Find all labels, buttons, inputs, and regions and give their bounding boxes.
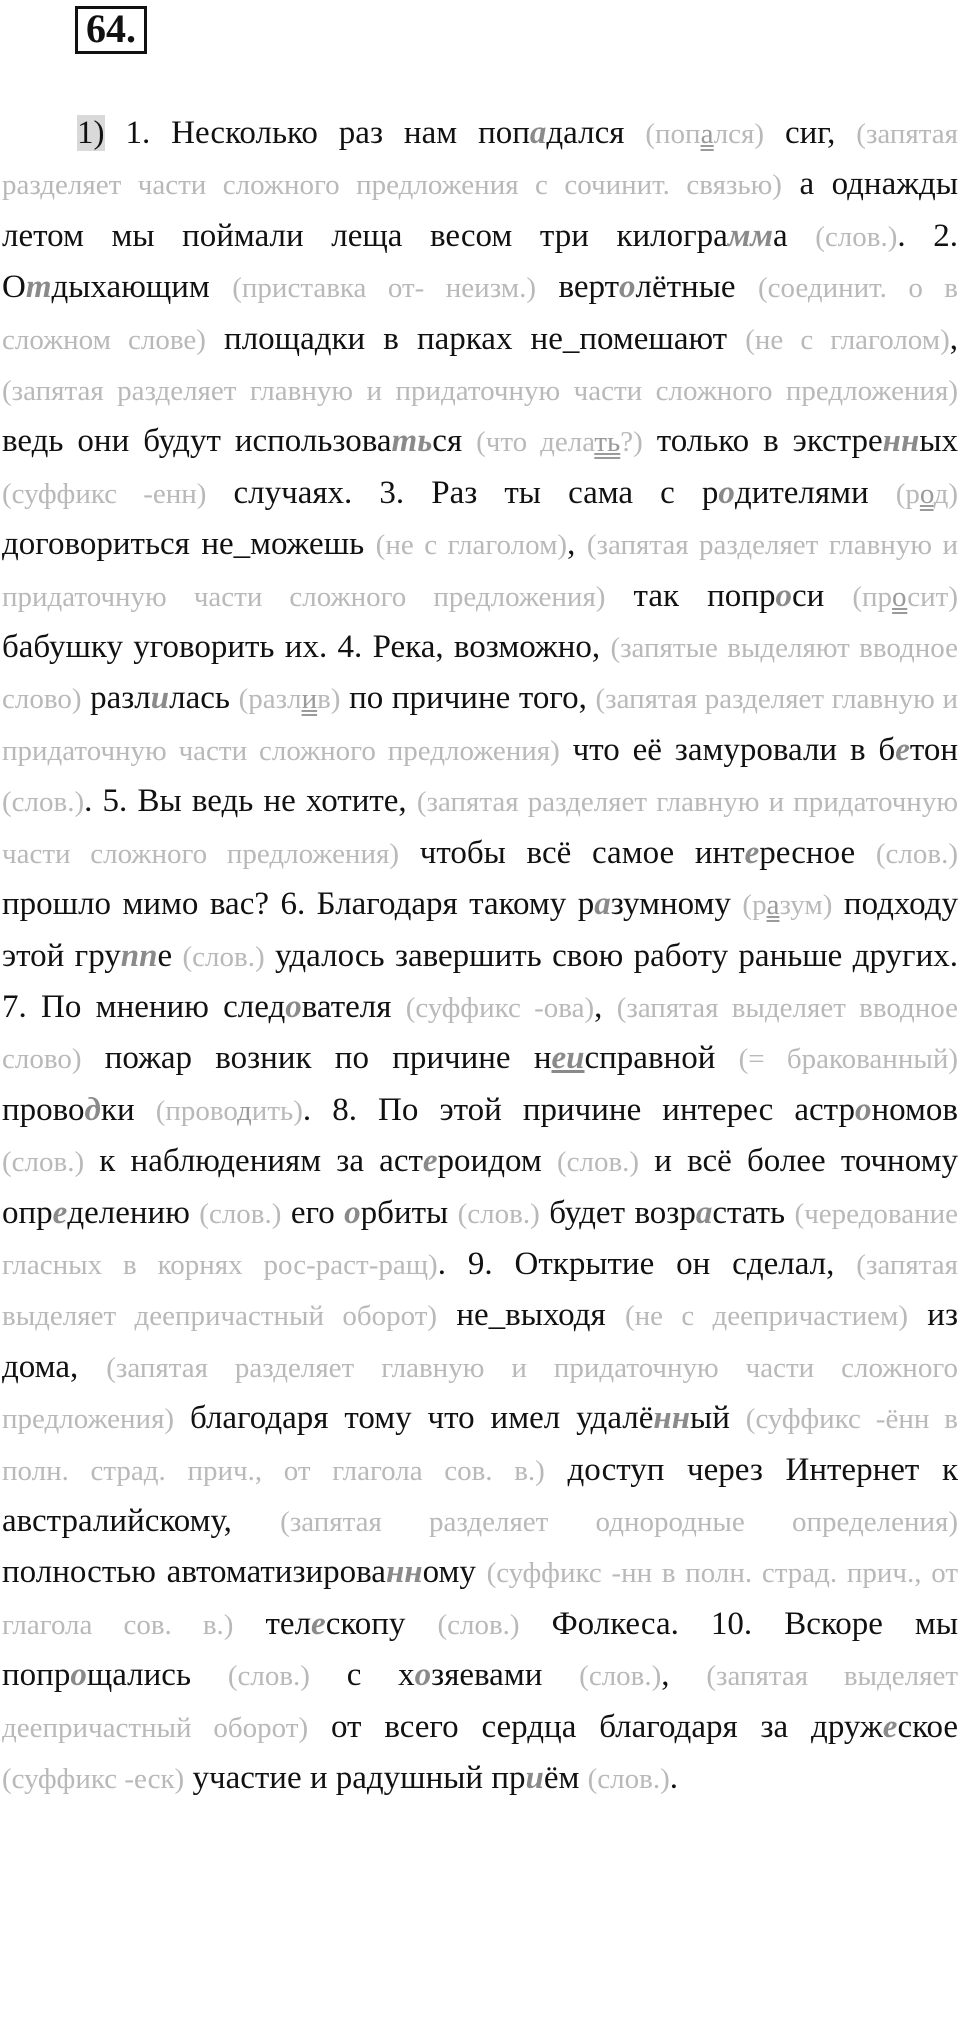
text-segment: сиг, [764, 115, 857, 151]
orthogram: а [695, 1194, 713, 1231]
text-segment: доступ через Интернет к австралийскому, [2, 1451, 958, 1539]
orthogram: нн [882, 423, 920, 460]
note: (попался) [645, 118, 765, 150]
orthogram: нн [653, 1400, 691, 1437]
text-segment: номов [871, 1091, 958, 1128]
note: (приставка от- неизм.) [232, 272, 537, 305]
note: (запятая выделяет деепричастный оборот) [2, 1248, 958, 1333]
note: (слов.) [199, 1197, 282, 1230]
orthogram: ть [391, 423, 433, 460]
text-segment: из дома, [2, 1297, 958, 1385]
orthogram: нн [385, 1554, 423, 1591]
orthogram: е [52, 1194, 68, 1231]
text-segment: не_выходя [437, 1297, 625, 1334]
text-segment: си [791, 577, 853, 614]
note: (не с глаголом) [375, 529, 568, 562]
orthogram: е [422, 1143, 438, 1180]
orthogram: о [855, 1091, 872, 1128]
note: (слов.) [182, 940, 265, 973]
text-segment: будет возр [539, 1194, 696, 1231]
orthogram: е [895, 731, 910, 768]
text-segment: верт [536, 269, 619, 306]
text-segment: стать [712, 1194, 795, 1231]
orthogram: о [344, 1194, 361, 1231]
text-segment: е [157, 937, 183, 974]
note: (суффикс -нн в полн. страд. прич., от глагола сов. в.) [2, 1557, 958, 1641]
text-segment: только в экстре [642, 423, 883, 460]
note: (род) [895, 477, 958, 510]
orthogram: а [594, 886, 611, 923]
note: (слов.) [556, 1146, 640, 1179]
note: (слов.) [579, 1660, 662, 1693]
text-segment: с х [309, 1657, 415, 1694]
note: (слов.) [2, 786, 85, 819]
orthogram: мм [727, 217, 774, 254]
orthogram: д [84, 1091, 101, 1128]
text-segment: прошло мимо вас? 6. Благодаря такому р [2, 886, 595, 923]
note: (слов.) [587, 1763, 670, 1795]
text-segment: рбиты [360, 1194, 458, 1231]
text-segment: благодаря тому что имел удалё [174, 1400, 654, 1437]
text-segment: дался [546, 115, 646, 151]
note: (не с деепричастием) [625, 1300, 908, 1333]
orthogram: е [311, 1605, 326, 1642]
text-segment: вателя [301, 988, 406, 1025]
note: (запятая разделяет главную и придаточную части сложного предложения) [2, 1351, 959, 1436]
text-segment: лётные [635, 269, 758, 306]
text-segment: дителями [734, 474, 896, 511]
note: (слов.) [875, 837, 958, 870]
note: (запятая разделяет главную и придаточную части сложного предложения) [2, 683, 958, 767]
text-segment: разл [81, 680, 151, 717]
note: (проводить) [155, 1094, 303, 1127]
orthogram: пп [120, 937, 158, 974]
text-segment: ём [543, 1760, 588, 1796]
note: (разум) [742, 889, 833, 922]
text-segment: скопу [325, 1605, 438, 1642]
text-segment: . 9. Открытие он сделал, [437, 1245, 857, 1282]
text-segment: , [949, 320, 959, 357]
task-number-box: 64. [75, 6, 147, 54]
text-segment: делению [67, 1194, 200, 1231]
note: (суффикс -ённ в полн. страд. прич., от глагола сов. в.) [2, 1403, 958, 1487]
text-segment: 1. Несколько раз нам поп [104, 115, 530, 151]
orthogram: о [70, 1657, 87, 1694]
text-segment: его [281, 1194, 345, 1231]
note: (запятая выделяет вводное слово) [2, 991, 959, 1076]
note: (суффикс -енн) [2, 477, 207, 510]
text-segment: удалось завершить свою работу раньше других. 7. По мнению след [2, 937, 958, 1025]
orthogram: о [414, 1657, 432, 1694]
text-segment: . 5. Вы ведь не хотите, [84, 783, 417, 820]
orthogram: е [882, 1708, 898, 1745]
note: (запятая разделяет главную и придаточную части сложного предложения) [2, 375, 958, 408]
note: (запятая разделяет главную и придаточную части сложного предложения) [2, 529, 959, 613]
text-segment: чтобы всё самое инт [398, 834, 745, 871]
text-segment: ки [100, 1091, 156, 1128]
text-segment: роидом [437, 1143, 557, 1180]
text-segment: . 8. По этой причине интерес астр [302, 1091, 855, 1128]
note: (слов.) [227, 1660, 310, 1693]
text-segment: дыхающим [51, 269, 233, 306]
text-segment: ресное [759, 834, 876, 871]
orthogram: о [619, 269, 636, 306]
text-segment: случаях. 3. Раз ты сама с р [206, 474, 719, 511]
text-segment: , [594, 988, 617, 1025]
text-segment: . [669, 1760, 678, 1796]
text-segment: , [661, 1657, 707, 1694]
text-segment: пожар возник по причине н [81, 1040, 552, 1077]
text-segment: ся [432, 423, 477, 460]
note: (слов.) [815, 220, 898, 253]
text-segment: зумному [610, 886, 743, 923]
text-segment: справной [584, 1040, 739, 1077]
text-segment: ведь они будут использова [2, 423, 392, 460]
text-segment: зяевами [431, 1657, 580, 1694]
orthogram: о [718, 474, 735, 511]
orthogram: и [150, 680, 170, 717]
text-segment: ское [897, 1708, 958, 1745]
orthogram: т [25, 269, 52, 306]
text-segment: что её замуровали в б [559, 731, 896, 768]
text-segment: тон [909, 731, 958, 768]
note: (разлив) [238, 683, 341, 716]
text-segment: площадки в парках не_помешают [205, 320, 746, 357]
text-segment: по причине того, [340, 680, 596, 717]
note: (суффикс -ова) [405, 991, 595, 1024]
orthogram: е [744, 834, 760, 871]
note: (запятые выделяют вводное слово) [2, 632, 958, 716]
note: (= бракованный) [738, 1043, 958, 1076]
orthogram: о [285, 988, 302, 1025]
part-marker: 1) [77, 115, 105, 151]
text-segment: от всего сердца благодаря за друж [308, 1708, 883, 1745]
text-segment: договориться не_можешь [2, 526, 376, 563]
note: (запятая разделяет части сложного предложения с сочинит. связью) [2, 118, 958, 202]
note: (запятая разделяет однородные определения) [280, 1505, 959, 1538]
orthogram: еи [551, 1040, 585, 1077]
text-segment: подходу этой гру [2, 886, 958, 974]
text-segment: ых [919, 423, 958, 460]
text-segment: Фолкеса. 10. Вскоре мы попр [2, 1605, 958, 1694]
note: (слов.) [2, 1146, 85, 1179]
text-segment: полностью автоматизирова [2, 1554, 386, 1591]
text-segment: прово [2, 1091, 85, 1128]
orthogram: а [529, 115, 547, 151]
note: (слов.) [457, 1197, 540, 1230]
text-segment: ый [690, 1400, 746, 1437]
note: (суффикс -еск) [2, 1763, 185, 1795]
text-segment: . 2. О [2, 217, 958, 306]
text-segment: лась [169, 680, 239, 717]
note: (не с глаголом) [745, 323, 950, 356]
note: (запятая выделяет деепричастный оборот) [2, 1660, 959, 1744]
note: (запятая разделяет главную и придаточную части сложного предложения) [2, 786, 958, 870]
note: (соединит. о в сложном слове) [2, 272, 958, 356]
text-segment: ому [422, 1554, 487, 1591]
text-segment: и всё более точному опр [2, 1143, 958, 1231]
text-segment: к наблюдениям за аст [84, 1143, 423, 1180]
exercise-text [2, 108, 958, 1804]
text-segment: бабушку уговорить их. 4. Река, возможно, [2, 629, 611, 666]
note: (слов.) [437, 1608, 520, 1641]
text-segment: щались [86, 1657, 228, 1694]
orthogram: о [775, 577, 792, 614]
text-segment: участие и радушный пр [184, 1760, 526, 1796]
text-segment: тел [233, 1605, 312, 1642]
text-segment: а [773, 217, 816, 254]
orthogram: и [525, 1760, 544, 1796]
text-segment: а однажды летом мы поймали леща весом три килогра [2, 166, 958, 254]
note: (чередование гласных в корнях рос-раст-ращ) [2, 1197, 958, 1281]
note: (что делать?) [476, 426, 643, 459]
note: (просит) [852, 580, 959, 613]
text-segment: , [567, 526, 587, 563]
text-segment: так попр [605, 577, 776, 614]
